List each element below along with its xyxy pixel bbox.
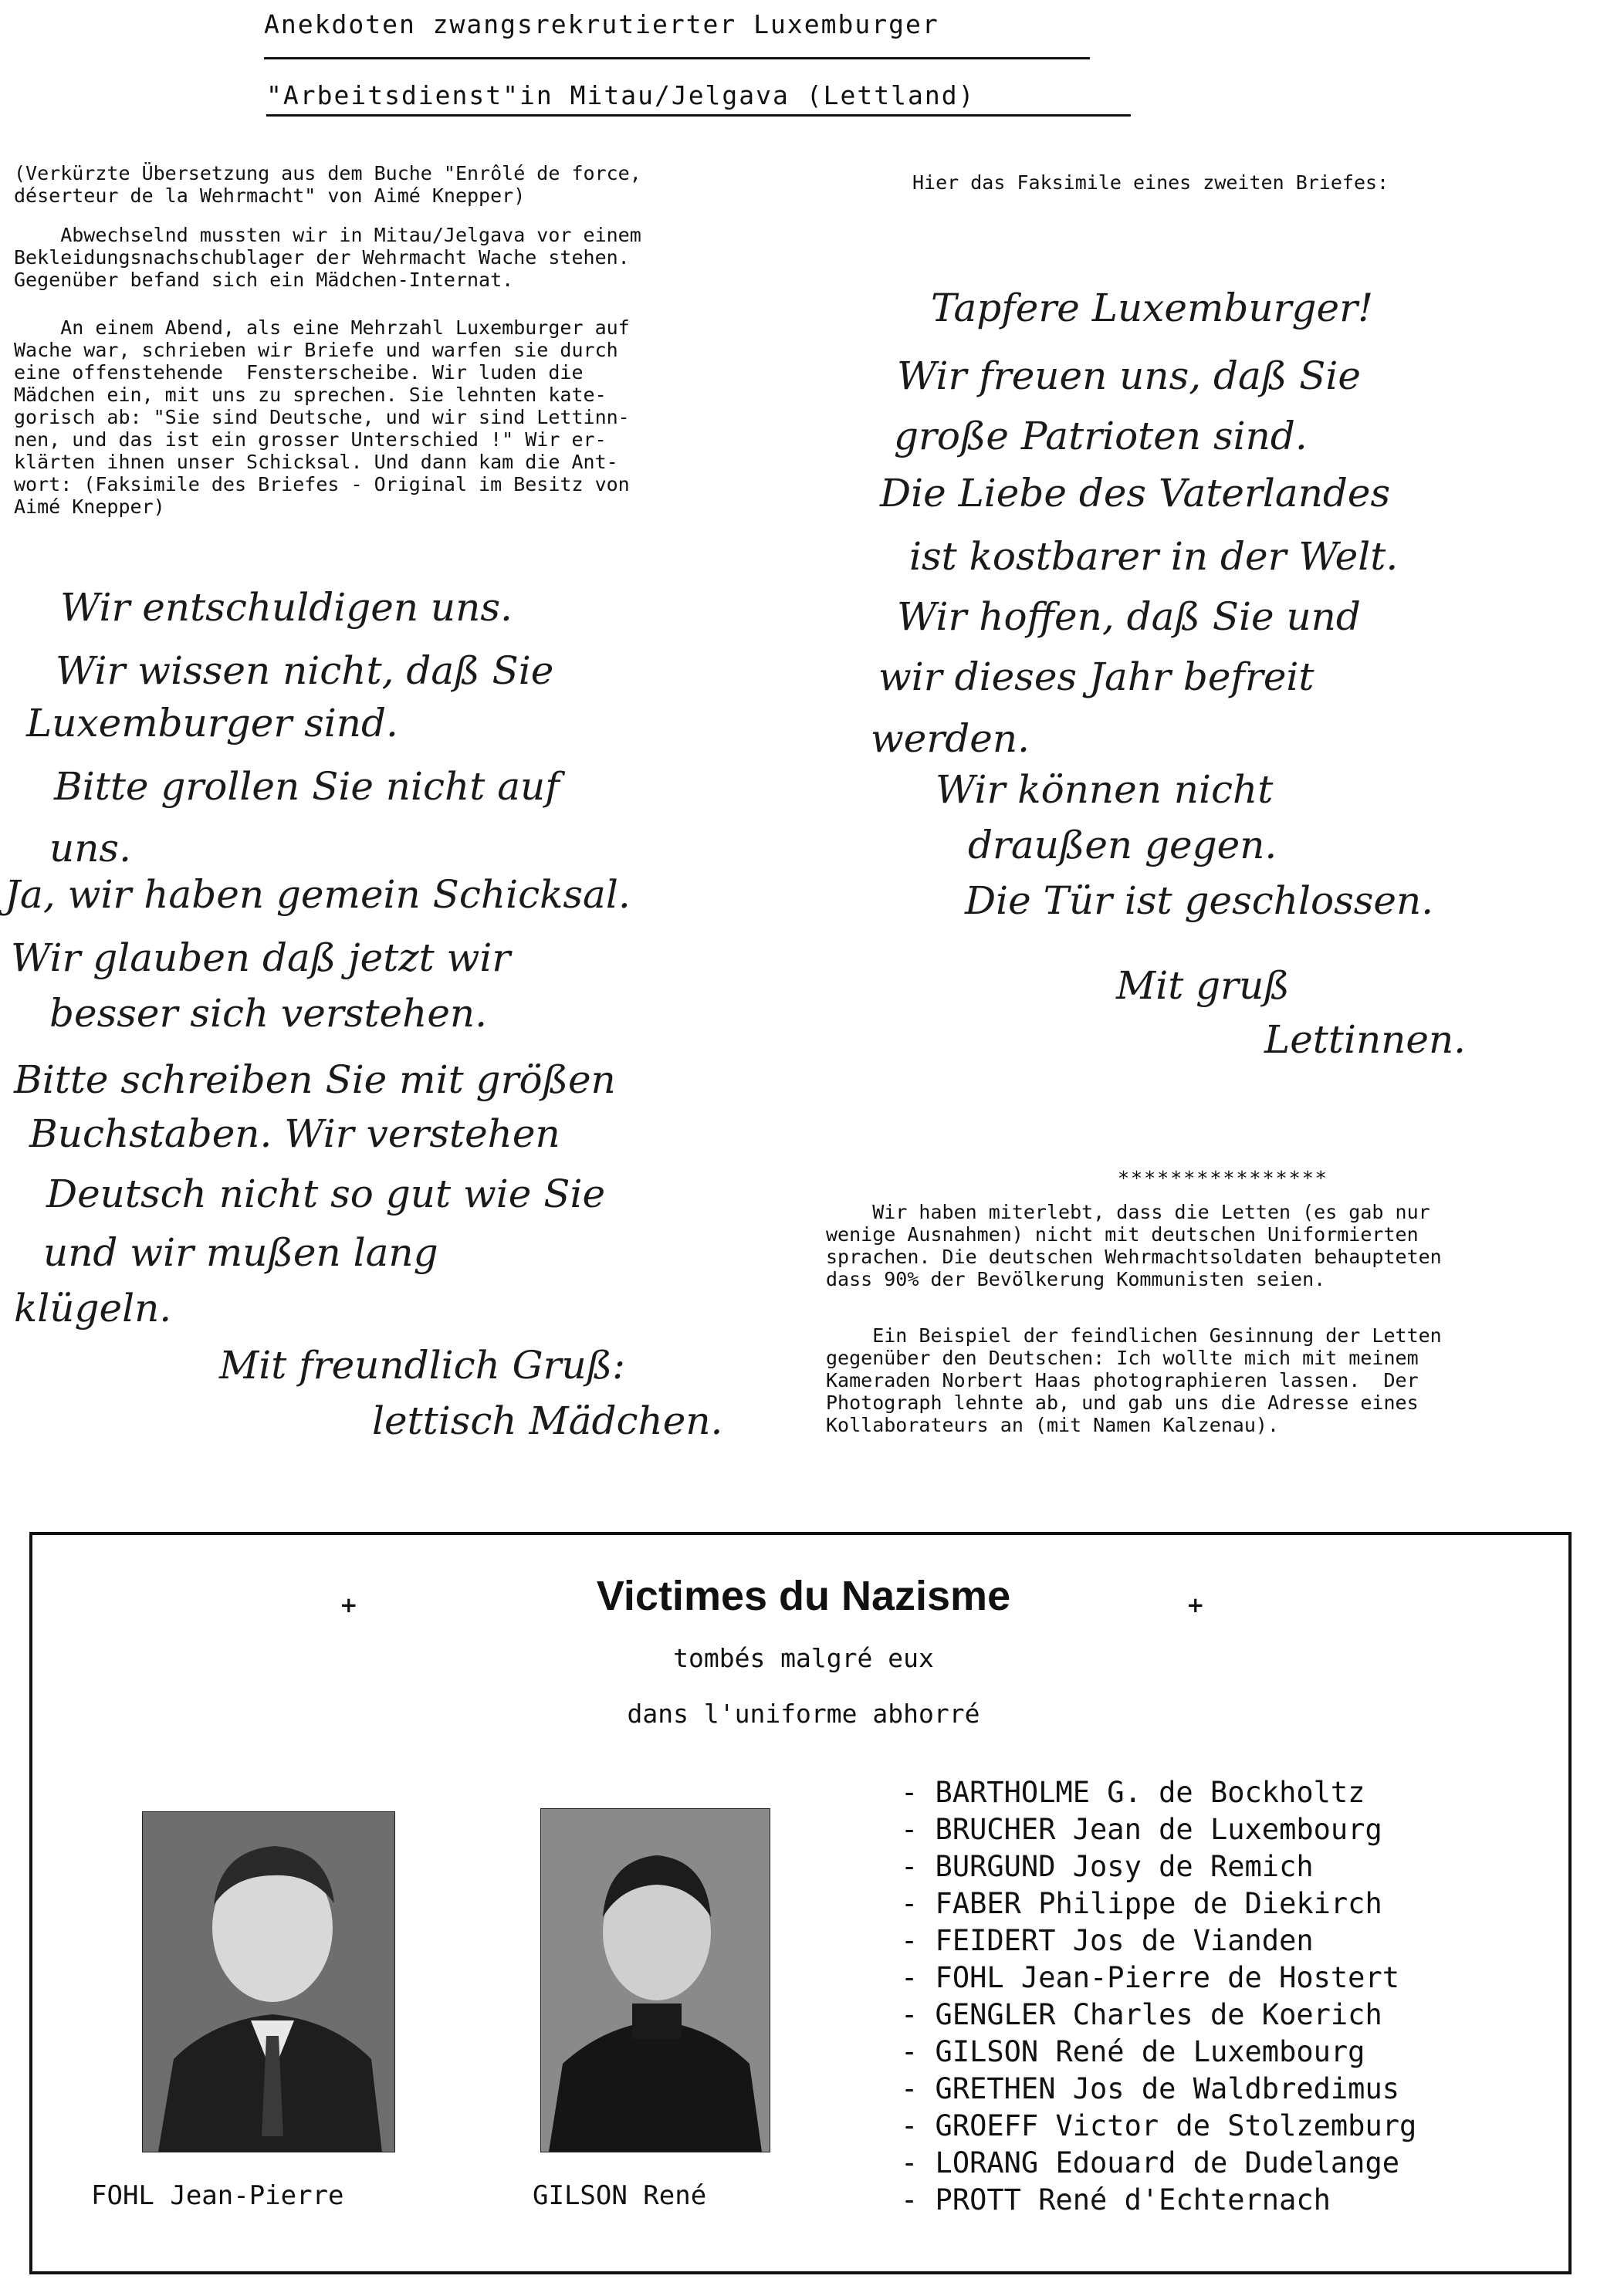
list-item: - FABER Philippe de Diekirch — [901, 1887, 1382, 1920]
letter-line: Die Tür ist geschlossen. — [965, 878, 1434, 923]
photo-caption-fohl: FOHL Jean-Pierre — [91, 2180, 344, 2211]
letter-line: Bitte grollen Sie nicht auf — [54, 764, 560, 809]
list-item: - FEIDERT Jos de Vianden — [901, 1924, 1314, 1957]
body-paragraph-3: Wir haben miterlebt, dass die Letten (es gab nur wenige Ausnahmen) nicht mit deutschen Uniformierten sprachen. Die deutschen Wehrmachtsoldaten behaupteten dass 90% der Bevölkerung Kommunisten seien. — [826, 1201, 1442, 1290]
letter-line: Wir hoffen, daß Sie und — [897, 594, 1361, 639]
letter-line: werden. — [871, 716, 1030, 761]
letter-line: uns. — [49, 826, 131, 871]
list-item: - BARTHOLME G. de Bockholtz — [901, 1776, 1365, 1809]
letter-line: Luxemburger sind. — [26, 701, 398, 746]
subtitle-underline — [266, 114, 1131, 117]
memorial-subtitle-2: dans l'uniforme abhorré — [627, 1699, 980, 1729]
list-item: - PROTT René d'Echternach — [901, 2183, 1331, 2217]
letter-line: Wir freuen uns, daß Sie — [897, 353, 1361, 398]
letter-line: Bitte schreiben Sie mit größen — [14, 1057, 616, 1102]
letter-line: Die Liebe des Vaterlandes — [880, 471, 1391, 516]
letter-line: Deutsch nicht so gut wie Sie — [46, 1172, 606, 1216]
photo-caption-gilson: GILSON René — [533, 2180, 707, 2211]
letter-line: Buchstaben. Wir verstehen — [29, 1111, 560, 1156]
letter-line: Ja, wir haben gemein Schicksal. — [5, 872, 631, 917]
second-letter-intro: Hier das Faksimile eines zweiten Briefes: — [912, 171, 1389, 194]
letter-line: besser sich verstehen. — [49, 991, 488, 1036]
letter-line: klügeln. — [14, 1286, 172, 1331]
list-item: - BURGUND Josy de Remich — [901, 1850, 1314, 1883]
portrait-gilson-image — [541, 1809, 770, 2152]
letter-line: und wir mußen lang — [43, 1230, 438, 1275]
list-item: - BRUCHER Jean de Luxembourg — [901, 1813, 1382, 1846]
page-title: Anekdoten zwangsrekrutierter Luxemburger — [264, 9, 939, 39]
memorial-box — [29, 1532, 1572, 2274]
body-paragraph-4: Ein Beispiel der feindlichen Gesinnung der Letten gegenüber den Deutschen: Ich wollte mich mit meinem Kameraden Norbert Haas photographieren lassen. Der Photograph lehnte ab, und gab uns die Adresse eines Kollaborateurs an (mit Namen Kalzenau). — [826, 1324, 1442, 1436]
cross-icon: + — [1186, 1592, 1205, 1618]
letter-line: wir dieses Jahr befreit — [878, 654, 1314, 699]
letter-line: ist kostbarer in der Welt. — [909, 534, 1399, 579]
letter-signoff: Mit gruß — [1116, 963, 1290, 1008]
portrait-photo-fohl — [142, 1811, 395, 2152]
list-item: - GILSON René de Luxembourg — [901, 2035, 1365, 2068]
title-underline — [264, 57, 1090, 59]
letter-line: Tapfere Luxemburger! — [931, 286, 1374, 330]
body-paragraph-1: Abwechselnd mussten wir in Mitau/Jelgava vor einem Bekleidungsnachschublager der Wehrmacht Wache stehen. Gegenüber befand sich ein Mädchen-Internat. — [14, 224, 641, 291]
portrait-fohl-image — [143, 1812, 394, 2152]
letter-line: Wir entschuldigen uns. — [60, 585, 513, 630]
list-item: - FOHL Jean-Pierre de Hostert — [901, 1961, 1400, 1994]
letter-signature: Lettinnen. — [1264, 1017, 1467, 1062]
intro-paragraph: (Verkürzte Übersetzung aus dem Buche "Enrôlé de force, déserteur de la Wehrmacht" von Aimé Knepper) — [14, 162, 641, 207]
letter-signoff: Mit freundlich Gruß: — [219, 1343, 625, 1388]
memorial-subtitle-1: tombés malgré eux — [673, 1643, 934, 1673]
memorial-title: Victimes du Nazisme — [596, 1573, 1011, 1619]
list-item: - GENGLER Charles de Koerich — [901, 1998, 1382, 2031]
letter-line: draußen gegen. — [968, 823, 1277, 867]
section-divider-stars: **************** — [1118, 1167, 1328, 1189]
letter-line: Wir können nicht — [936, 767, 1274, 812]
letter-line: Wir wissen nicht, daß Sie — [56, 648, 554, 693]
letter-line: Wir glauben daß jetzt wir — [11, 935, 511, 980]
list-item: - LORANG Edouard de Dudelange — [901, 2146, 1400, 2179]
letter-signature: lettisch Mädchen. — [372, 1398, 723, 1443]
list-item: - GRETHEN Jos de Waldbredimus — [901, 2072, 1400, 2105]
body-paragraph-2: An einem Abend, als eine Mehrzahl Luxemburger auf Wache war, schrieben wir Briefe und warfen sie durch eine offenstehende Fensterscheibe. Wir luden die Mädchen ein, mit uns zu sprechen. Sie lehnten kate- gorisch ab: "Sie sind Deutsche, und wir sind Lettinn- nen, und das ist ein grosser Unterschied !" Wir er- klärten ihnen unser Schicksal. Und dann kam die Ant- wort: (Faksimile des Briefes - Original im Besitz von Aimé Knepper) — [14, 316, 630, 518]
cross-icon: + — [340, 1592, 358, 1618]
page-subtitle: "Arbeitsdienst"in Mitau/Jelgava (Lettland) — [266, 80, 976, 110]
list-item: - GROEFF Victor de Stolzemburg — [901, 2109, 1417, 2142]
portrait-photo-gilson — [540, 1808, 770, 2152]
letter-line: große Patrioten sind. — [894, 414, 1308, 458]
